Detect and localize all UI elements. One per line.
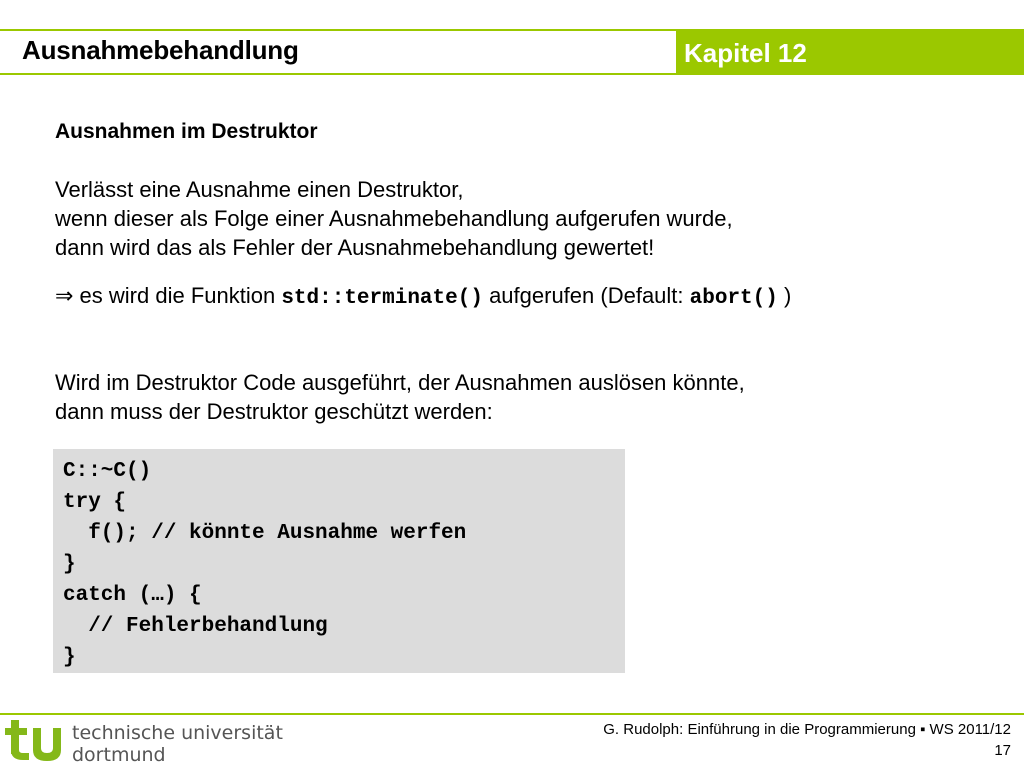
implication-line xyxy=(55,283,791,310)
destructor-paragraph xyxy=(55,368,745,426)
header-underline xyxy=(0,73,676,75)
code-block xyxy=(53,449,625,673)
destructor-line: Wird im Destruktor Code ausgeführt, der Ausnahmen auslösen könnte, xyxy=(55,370,745,395)
footer-rule xyxy=(0,713,1024,715)
implication-text: es wird die Funktion xyxy=(73,283,282,308)
page-title: Ausnahmebehandlung xyxy=(22,35,299,65)
intro-line: wenn dieser als Folge einer Ausnahmebehandlung aufgerufen wurde, xyxy=(55,206,733,231)
intro-paragraph xyxy=(55,175,733,262)
university-name xyxy=(72,722,283,766)
implies-arrow-icon: ⇒ xyxy=(55,284,74,309)
destructor-line: dann muss der Destruktor geschützt werden: xyxy=(55,399,493,424)
footer-citation: G. Rudolph: Einführung in die Programmierung ▪ WS 2011/12 xyxy=(603,721,1011,738)
section-heading: Ausnahmen im Destruktor xyxy=(55,120,318,143)
implication-text: aufgerufen (Default: xyxy=(482,283,690,308)
implication-text: ) xyxy=(777,283,792,308)
tu-logo-icon xyxy=(5,720,63,762)
chapter-label: Kapitel 12 xyxy=(684,38,807,68)
code-line: catch (…) { xyxy=(63,584,202,607)
code-line: } xyxy=(63,646,76,669)
chapter-badge xyxy=(676,31,1024,75)
university-line: dortmund xyxy=(72,744,166,766)
code-line: f(); // könnte Ausnahme werfen xyxy=(63,522,467,545)
terminate-function: std::terminate() xyxy=(281,287,483,310)
code-line: try { xyxy=(63,491,127,514)
abort-function: abort() xyxy=(689,287,778,310)
code-line: C::~C() xyxy=(63,460,152,483)
page-number: 17 xyxy=(994,742,1011,759)
code-line: // Fehlerbehandlung xyxy=(63,615,328,638)
code-line: } xyxy=(63,553,76,576)
university-line: technische universität xyxy=(72,722,283,744)
intro-line: Verlässt eine Ausnahme einen Destruktor, xyxy=(55,177,464,202)
intro-line: dann wird das als Fehler der Ausnahmebehandlung gewertet! xyxy=(55,235,655,260)
